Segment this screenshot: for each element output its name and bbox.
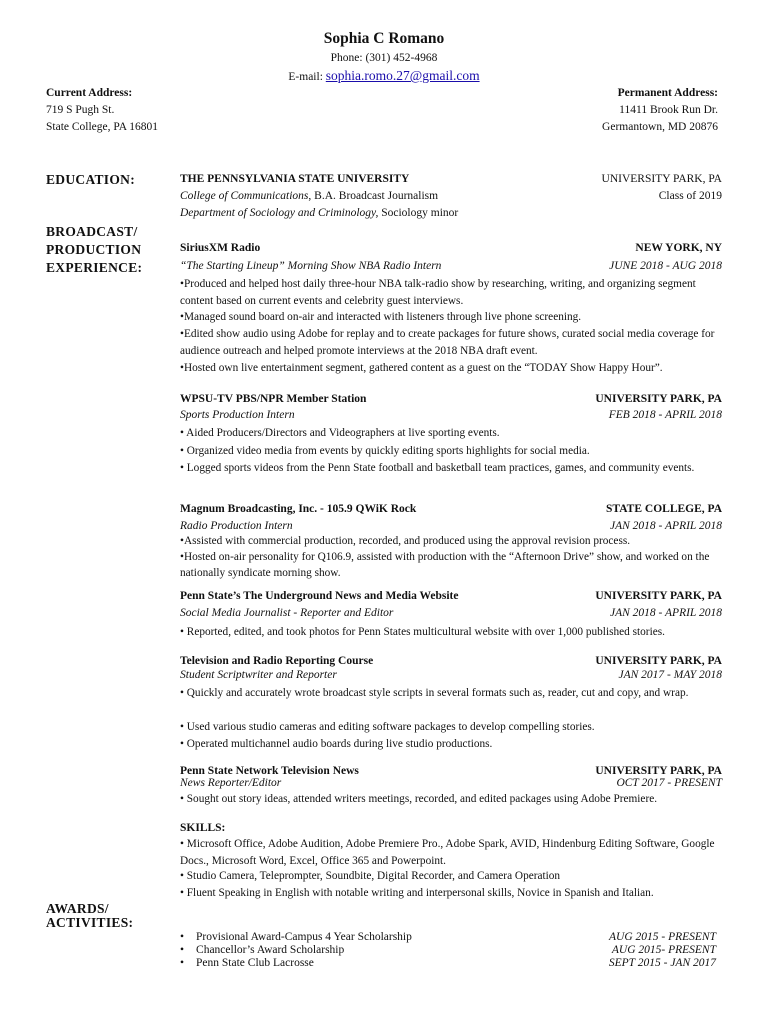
- degree: , B.A. Broadcast Journalism: [308, 190, 439, 202]
- experience-heading-line3: EXPERIENCE:: [46, 260, 143, 275]
- current-address-line2: State College, PA 16801: [46, 121, 159, 133]
- award-bullet: •: [180, 957, 185, 969]
- job-bullet: •Edited show audio using Adobe for replay and to create packages for future shows, curated social media coverage for audience outreach and helped promote interviews at the 2018 NBA draft event.: [180, 328, 715, 357]
- skills-heading: SKILLS:: [180, 822, 226, 834]
- job-role-row: [180, 520, 722, 532]
- job-bullet: •Hosted own live entertainment segment, gathered content as a guest on the “TODAY Show Happy Hour”.: [180, 362, 663, 374]
- award-text: Penn State Club Lacrosse: [196, 957, 314, 969]
- job-header: [180, 242, 722, 254]
- job-location: UNIVERSITY PARK, PA: [595, 393, 722, 405]
- award-item: [180, 931, 722, 944]
- job-bullet: • Aided Producers/Directors and Videographers at live sporting events.: [180, 427, 500, 439]
- job-location: UNIVERSITY PARK, PA: [595, 655, 722, 667]
- job-role: Social Media Journalist - Reporter and Editor: [180, 607, 394, 619]
- job-role-row: [180, 777, 722, 789]
- job-org: SiriusXM Radio: [180, 242, 261, 254]
- job-bullet: •Managed sound board on-air and interacted with listeners through live phone screening.: [180, 311, 582, 323]
- award-dates: SEPT 2015 - JAN 2017: [608, 957, 716, 969]
- awards-heading-line1: AWARDS/: [46, 901, 109, 916]
- award-text: Chancellor’s Award Scholarship: [196, 944, 345, 956]
- job-header: [180, 590, 722, 602]
- skill-item: • Fluent Speaking in English with notable writing and interpersonal skills, Novice in Spanish and Italian.: [180, 887, 654, 899]
- job-dates: JAN 2017 - MAY 2018: [618, 669, 722, 681]
- skill-item: • Microsoft Office, Adobe Audition, Adobe Premiere Pro., Adobe Spark, AVID, Hindenburg Editing Software, Google Docs., Microsoft Word, Excel, Office 365 and Powerpoint.: [180, 838, 715, 867]
- job-role-row: [180, 607, 722, 619]
- experience-heading-line1: BROADCAST/: [46, 224, 138, 239]
- graduation-class: Class of 2019: [658, 190, 722, 202]
- education-minor-row: [180, 207, 722, 219]
- job-header: [180, 503, 722, 515]
- job-bullet: • Operated multichannel audio boards during live studio productions.: [180, 738, 493, 750]
- job-role-row: [180, 669, 722, 681]
- award-dates: AUG 2015 - PRESENT: [608, 931, 716, 943]
- email-link[interactable]: sophia.romo.27@gmail.com: [325, 68, 480, 83]
- job-header: [180, 655, 722, 667]
- school-name: THE PENNSYLVANIA STATE UNIVERSITY: [180, 173, 410, 185]
- job-bullet: • Sought out story ideas, attended writers meetings, recorded, and edited packages using Adobe Premiere.: [180, 793, 658, 805]
- job-org: Penn State’s The Underground News and Media Website: [180, 590, 459, 602]
- job-role: “The Starting Lineup” Morning Show NBA Radio Intern: [180, 260, 442, 272]
- award-item: [180, 944, 722, 957]
- college-name: College of Communications: [180, 190, 309, 202]
- current-address-line1: 719 S Pugh St.: [46, 104, 115, 116]
- department-name: Department of Sociology and Criminology,: [180, 207, 379, 219]
- job-header: [180, 765, 722, 777]
- job-role: News Reporter/Editor: [180, 777, 282, 789]
- job-dates: JAN 2018 - APRIL 2018: [609, 607, 722, 619]
- job-dates: JUNE 2018 - AUG 2018: [609, 260, 722, 272]
- email-line: [0, 68, 768, 84]
- job-location: UNIVERSITY PARK, PA: [595, 765, 722, 777]
- job-bullet: • Organized video media from events by quickly editing sports highlights for social media.: [180, 445, 590, 457]
- job-bullet: •Assisted with commercial production, recorded, and produced using the approval revision process.: [180, 535, 631, 547]
- current-address-label: Current Address:: [46, 87, 133, 99]
- email-label: E-mail:: [288, 71, 323, 83]
- education-degree-row: [180, 190, 722, 202]
- job-bullet: •Hosted on-air personality for Q106.9, assisted with production with the “Afternoon Drive” show, and worked on the nationally syndicate morning show.: [180, 551, 710, 579]
- job-org: Magnum Broadcasting, Inc. - 105.9 QWiK Rock: [180, 503, 417, 515]
- job-bullet: • Logged sports videos from the Penn State football and basketball team practices, games, and community events.: [180, 462, 695, 474]
- job-role: Sports Production Intern: [180, 409, 295, 421]
- job-bullet: • Used various studio cameras and editing software packages to develop compelling stories.: [180, 721, 595, 733]
- job-location: UNIVERSITY PARK, PA: [595, 590, 722, 602]
- job-location: NEW YORK, NY: [635, 242, 722, 254]
- award-bullet: •: [180, 931, 185, 943]
- resume-name: Sophia C Romano: [323, 30, 445, 47]
- award-text: Provisional Award-Campus 4 Year Scholarship: [196, 931, 412, 943]
- job-bullet: • Reported, edited, and took photos for Penn States multicultural website with over 1,000 published stories.: [180, 626, 665, 638]
- school-location: UNIVERSITY PARK, PA: [601, 173, 722, 185]
- job-org: WPSU-TV PBS/NPR Member Station: [180, 393, 367, 405]
- skill-item: • Studio Camera, Teleprompter, Soundbite, Digital Recorder, and Camera Operation: [180, 870, 561, 882]
- job-role: Radio Production Intern: [180, 520, 293, 532]
- award-bullet: •: [180, 944, 185, 956]
- job-org: Penn State Network Television News: [180, 765, 359, 777]
- job-role-row: [180, 409, 722, 421]
- experience-heading-line2: PRODUCTION: [46, 242, 142, 257]
- permanent-address-line1: 11411 Brook Run Dr.: [619, 104, 718, 116]
- permanent-address-line2: Germantown, MD 20876: [602, 121, 718, 133]
- job-bullet: • Quickly and accurately wrote broadcast style scripts in several formats such as, reader, cut and copy, and wrap.: [180, 687, 689, 699]
- job-dates: FEB 2018 - APRIL 2018: [608, 409, 722, 421]
- job-dates: JAN 2018 - APRIL 2018: [609, 520, 722, 532]
- minor: Sociology minor: [378, 207, 459, 219]
- job-role-row: [180, 260, 722, 272]
- job-org: Television and Radio Reporting Course: [180, 655, 374, 667]
- permanent-address-label: Permanent Address:: [617, 87, 718, 99]
- job-header: [180, 393, 722, 405]
- award-item: [180, 957, 722, 970]
- awards-heading-line2: ACTIVITIES:: [46, 915, 134, 930]
- job-location: STATE COLLEGE, PA: [606, 503, 722, 515]
- job-role: Student Scriptwriter and Reporter: [180, 669, 337, 681]
- job-bullet: •Produced and helped host daily three-hour NBA talk-radio show by researching, writing, and organizing segment content based on current events and celebrity guest interviews.: [180, 278, 696, 307]
- education-school-row: [180, 173, 722, 185]
- education-heading: EDUCATION:: [46, 172, 136, 187]
- phone: Phone: (301) 452-4968: [330, 52, 438, 64]
- award-dates: AUG 2015- PRESENT: [611, 944, 716, 956]
- job-dates: OCT 2017 - PRESENT: [616, 777, 722, 789]
